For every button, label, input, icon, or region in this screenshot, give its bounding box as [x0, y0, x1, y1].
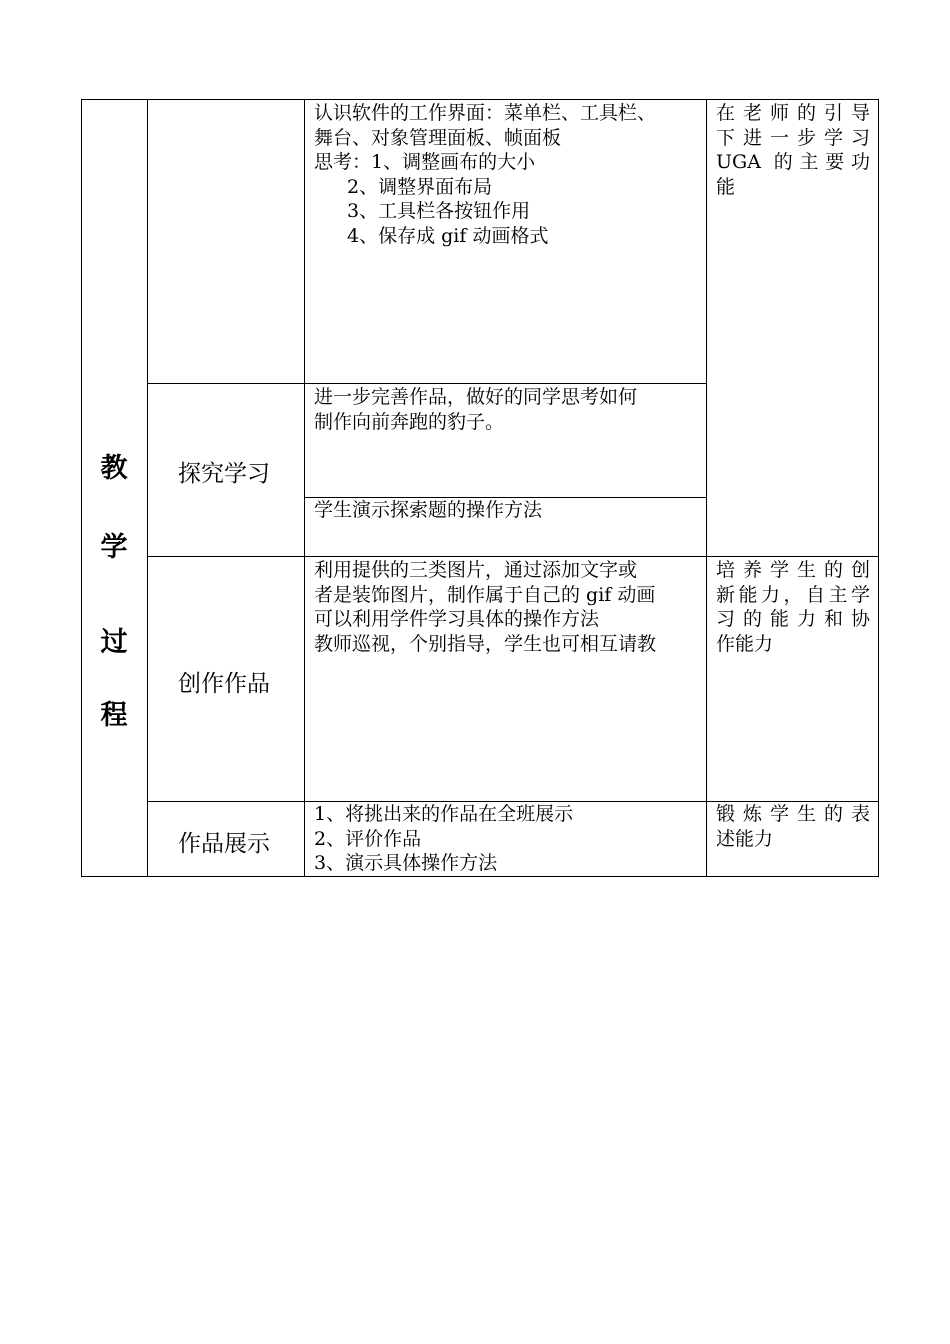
content-line: 3、演示具体操作方法: [314, 852, 498, 874]
content-line: 利用提供的三类图片，通过添加文字或: [314, 559, 638, 581]
intent-line: 在老师的引导: [716, 102, 870, 124]
content-line: 教师巡视，个别指导，学生也可相互请教: [314, 632, 657, 655]
grid-line: [304, 100, 305, 876]
content-line: 进一步完善作品，做好的同学思考如何: [314, 386, 638, 408]
content-line: 思考：1、调整画布的大小: [314, 151, 536, 173]
section-label-char: 教: [100, 453, 128, 484]
intent-line: UGA 的主要功: [716, 151, 870, 173]
intent-line: 培养学生的创: [716, 559, 870, 581]
grid-line: [706, 100, 707, 876]
intro-intent-cell: [716, 101, 870, 199]
content-line: 认识软件的工作界面：菜单栏、工具栏、: [314, 102, 657, 124]
intro-content-cell: [314, 101, 704, 248]
section-label-char: 过: [100, 627, 128, 658]
stage-label-explore: 探究学习: [178, 461, 270, 487]
intent-line: 习的能力和协: [716, 608, 870, 630]
content-line: 2、评价作品: [314, 827, 422, 850]
lesson-process-table: [81, 99, 879, 877]
stage-label-create: 创作作品: [178, 671, 270, 697]
intent-line: 下进一步学习: [716, 126, 870, 149]
section-label-char: 学: [100, 532, 128, 563]
content-line: 者是装饰图片，制作属于自己的 gif 动画: [314, 583, 656, 606]
show-content-cell: [314, 802, 704, 876]
section-label-char: 程: [100, 700, 128, 731]
intent-line: 作能力: [716, 632, 774, 655]
create-intent-cell: [716, 558, 870, 656]
explore-demo-cell: [314, 498, 704, 523]
grid-line: [147, 383, 706, 384]
content-line: 制作向前奔跑的豹子。: [314, 410, 505, 433]
intent-line: 新能力，自主学: [716, 583, 870, 606]
content-line: 舞台、对象管理面板、帧面板: [314, 126, 562, 149]
content-line: 可以利用学件学习具体的操作方法: [314, 608, 600, 630]
create-content-cell: [314, 558, 704, 656]
explore-content-cell: [314, 385, 704, 434]
content-line: 2、调整界面布局: [347, 175, 493, 198]
intent-line: 述能力: [716, 827, 774, 850]
content-line: 3、工具栏各按钮作用: [347, 200, 531, 222]
grid-line: [147, 556, 878, 557]
content-line: 学生演示探索题的操作方法: [314, 499, 543, 521]
show-intent-cell: [716, 802, 870, 851]
content-line: 1、将挑出来的作品在全班展示: [314, 803, 574, 825]
grid-line: [147, 100, 148, 876]
intent-line: 能: [716, 175, 736, 198]
stage-label-show: 作品展示: [178, 831, 270, 857]
intent-line: 锻炼学生的表: [716, 803, 870, 825]
content-line: 4、保存成 gif 动画格式: [347, 224, 549, 247]
